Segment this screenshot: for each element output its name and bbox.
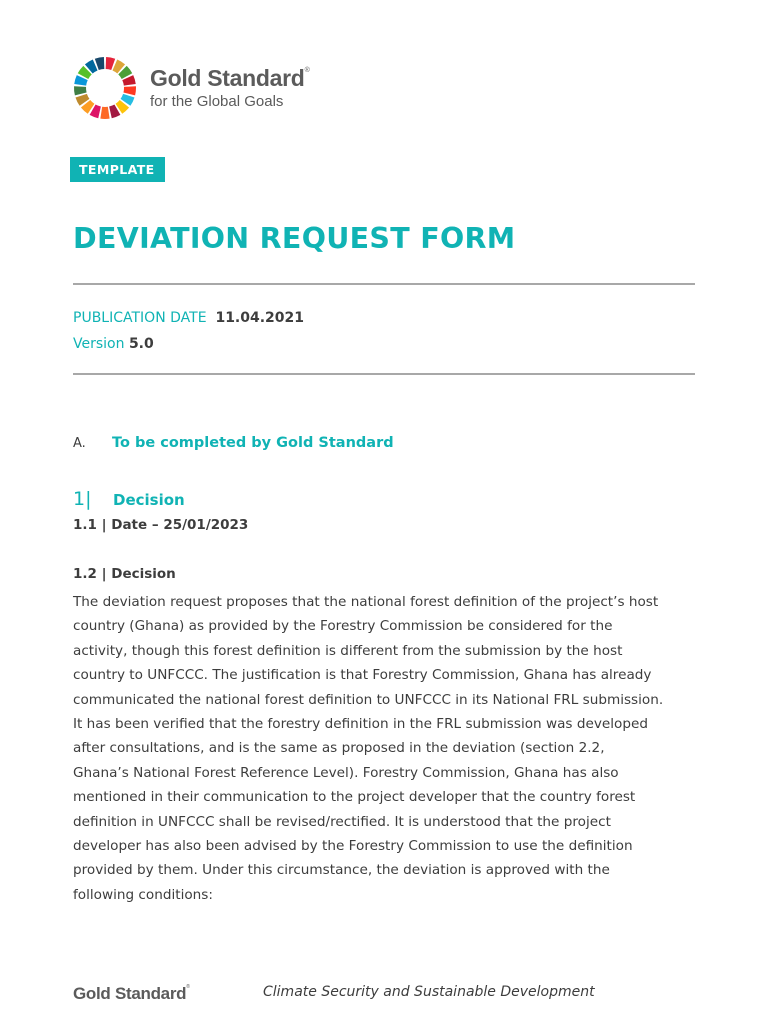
- publication-date-label: PUBLICATION DATE: [73, 310, 207, 326]
- paragraph-line: mentioned in their communication to the project developer that the country forest: [73, 789, 636, 806]
- template-badge: TEMPLATE: [70, 157, 165, 182]
- paragraph-line: communicated the national forest definition to UNFCCC in its National FRL submission.: [73, 691, 664, 708]
- publication-date-value: 11.04.2021: [215, 310, 305, 326]
- paragraph-line: country to UNFCCC. The justification is that Forestry Commission, Ghana has already: [73, 667, 652, 684]
- divider-bottom: [73, 373, 695, 375]
- footer-tagline: Climate Security and Sustainable Development: [263, 984, 595, 1000]
- paragraph-line: following conditions:: [73, 886, 213, 903]
- section-a-heading: [73, 435, 394, 451]
- sdg-wheel-icon: [73, 56, 137, 120]
- registered-mark: ®: [304, 67, 310, 74]
- paragraph-line: Ghana’s National Forest Reference Level). Forestry Commission, Ghana has also: [73, 764, 619, 781]
- section-a-text: To be completed by Gold Standard: [112, 435, 394, 451]
- version-value: 5.0: [128, 336, 154, 352]
- paragraph-line: It has been verified that the forestry definition in the FRL submission was developed: [73, 716, 648, 733]
- divider-top: [73, 283, 695, 285]
- logo-wordmark: [150, 67, 309, 109]
- subsection-date: 1.1 | Date – 25/01/2023: [73, 517, 249, 533]
- sdg-wheel-segment: [100, 107, 109, 119]
- version-label: Version: [73, 336, 125, 352]
- section-1-number: 1|: [73, 488, 92, 510]
- gold-standard-logo: [73, 56, 309, 120]
- sdg-wheel-segment: [74, 86, 87, 95]
- sdg-wheel-segment: [123, 86, 136, 95]
- section-1-heading: [73, 488, 185, 510]
- subsection-decision: 1.2 | Decision: [73, 566, 176, 582]
- footer-logo: Gold Standard®: [73, 984, 190, 1003]
- logo-subtitle: for the Global Goals: [150, 93, 284, 110]
- version: [73, 336, 154, 352]
- paragraph-line: The deviation request proposes that the national forest definition of the project’s host: [73, 594, 659, 610]
- paragraph-line: after consultations, and is the same as proposed in the deviation (section 2.2,: [73, 740, 605, 757]
- paragraph-line: activity, though this forest definition is different from the submission by the host: [73, 642, 623, 659]
- publication-date: [73, 310, 304, 326]
- section-1-title: Decision: [113, 491, 185, 509]
- paragraph-line: developer has also been advised by the Forestry Commission to use the definition: [73, 838, 633, 855]
- logo-title: Gold Standard®: [150, 65, 310, 91]
- section-a-letter: A.: [73, 436, 86, 451]
- page-title: DEVIATION REQUEST FORM: [73, 222, 516, 255]
- paragraph-line: provided by them. Under this circumstance, the deviation is approved with the: [73, 862, 610, 879]
- paragraph-line: country (Ghana) as provided by the Forestry Commission be considered for the: [73, 618, 613, 635]
- paragraph-line: definition in UNFCCC shall be revised/rectified. It is understood that the project: [73, 813, 611, 830]
- decision-paragraph: [73, 590, 698, 907]
